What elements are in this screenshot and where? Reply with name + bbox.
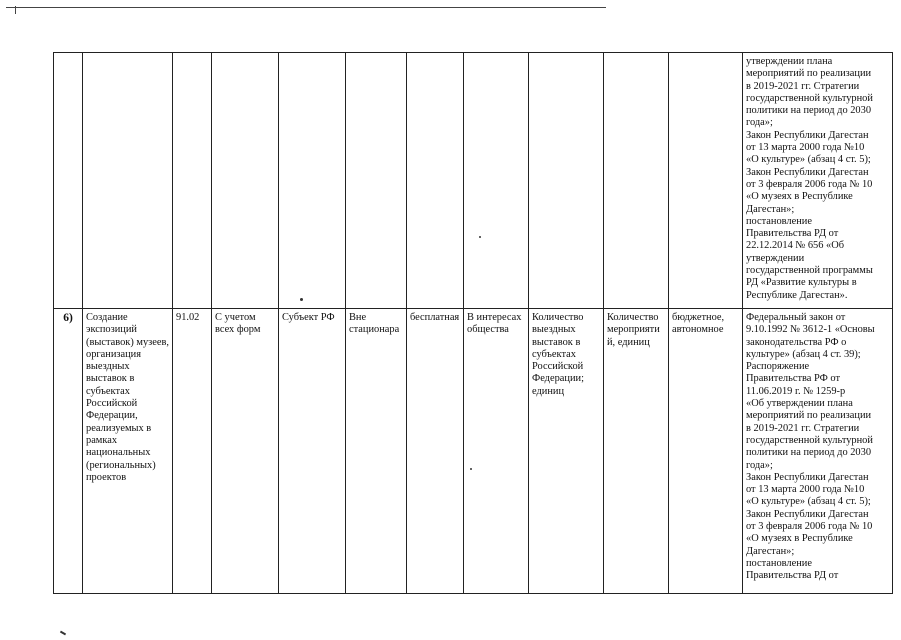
scan-top-line <box>6 7 606 8</box>
table-row-prev <box>54 53 893 309</box>
cell-empty <box>407 53 464 309</box>
scan-tick-mark <box>15 6 16 14</box>
cell-empty <box>346 53 407 309</box>
cell-quality-indicator: Количество мероприятий, единиц <box>604 309 669 594</box>
cell-type: Вне стационара <box>346 309 407 594</box>
scan-speck <box>300 298 303 301</box>
scan-speck <box>470 468 472 470</box>
cell-empty <box>83 53 173 309</box>
cell-empty <box>529 53 604 309</box>
cell-empty <box>669 53 743 309</box>
cell-empty <box>604 53 669 309</box>
cell-empty <box>279 53 346 309</box>
cell-interest: В интересах общества <box>464 309 529 594</box>
cell-service-name: Создание экспозиций (выставок) музеев, организация выездных выставок в субъектах Российской Федерации, реализуемых в рамках национальных (региональных) проектов <box>83 309 173 594</box>
cell-legal-basis-prev: утверждении плана мероприятий по реализации в 2019-2021 гг. Стратегии государственной культурной политики на период до 2030 года»; Закон Республики Дагестан от 13 марта 2000 года №10 «О культуре» (абзац 4 ст. 5); Закон Республики Дагестан от 3 февраля 2006 года № 10 «О музеях в Республике Дагестан»; постановление Правительства РД от 22.12.2014 № 656 «Об утверждении государственной программы РД «Развитие культуры в Республике Дагестан». <box>743 53 893 309</box>
cell-form: С учетом всех форм <box>212 309 279 594</box>
cell-empty <box>173 53 212 309</box>
services-table <box>53 52 893 594</box>
table-row-6 <box>54 309 893 594</box>
scan-speck <box>60 631 66 636</box>
cell-institution-type: бюджетное, автономное <box>669 309 743 594</box>
cell-empty <box>54 53 83 309</box>
cell-number: 6) <box>54 309 83 594</box>
cell-consumer: Субъект РФ <box>279 309 346 594</box>
cell-payment: бесплатная <box>407 309 464 594</box>
cell-empty <box>464 53 529 309</box>
cell-code: 91.02 <box>173 309 212 594</box>
cell-legal-basis: Федеральный закон от 9.10.1992 № 3612-1 «Основы законодательства РФ о культуре» (абзац 4 ст. 39); Распоряжение Правительства РФ от 11.06.2019 г. № 1259-р «Об утверждении плана мероприятий по реализации в 2019-2021 гг. Стратегии государственной культурной политики на период до 2030 года»; Закон Республики Дагестан от 13 марта 2000 года №10 «О культуре» (абзац 4 ст. 5); Закон Республики Дагестан от 3 февраля 2006 года № 10 «О музеях в Республике Дагестан»; постановление Правительства РД от <box>743 309 893 594</box>
cell-empty <box>212 53 279 309</box>
cell-volume-indicator: Количество выездных выставок в субъектах Российской Федерации; единиц <box>529 309 604 594</box>
scan-speck <box>479 236 481 238</box>
